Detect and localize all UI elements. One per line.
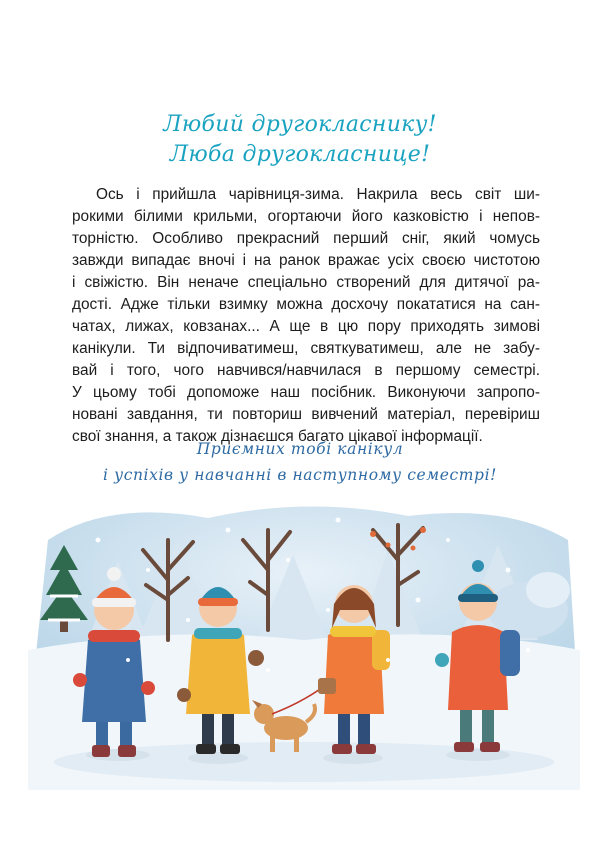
greeting-heading (0, 110, 600, 170)
paragraph-line: канікули. Ти відпочиватимеш, святкуватимеш, але не забу- (72, 340, 540, 357)
paragraph-line: чатах, лижах, ковзанах... А ще в цю пору приходять зимові (72, 318, 540, 335)
paragraph-line: свої знання, а також дізнаєшся багато цікавої інформації. (72, 428, 483, 445)
winter-illustration (28, 500, 580, 790)
paragraph-line: рокими білими крильми, огортаючи його казковістю і непов- (72, 208, 540, 225)
greeting-line-1: Любий другокласнику! (163, 112, 437, 137)
wish-line-1: Приємних тобі канікул (196, 440, 404, 458)
paragraph-line: новані завдання, ти повториш вивчений матеріал, перевіриш (72, 406, 540, 423)
paragraph-line: Ось і прийшла чарівниця-зима. Накрила весь світ ши- (96, 186, 540, 203)
paragraph-line: вай і того, чого навчився/навчилася в першому семестрі. (72, 362, 540, 379)
wish-text (0, 436, 600, 488)
paragraph-line: і свіжістю. Він неначе спеціально створений для дитячої ра- (72, 274, 540, 291)
paragraph-line: дості. Адже тільки взимку можна досхочу покататися на сан- (72, 296, 540, 313)
greeting-line-2: Люба другокласнице! (169, 142, 431, 167)
wish-line-2: і успіхів у навчанні в наступному семестрі! (103, 466, 497, 484)
paragraph-line: торністю. Особливо прекрасний перший сніг, який чомусь (72, 230, 540, 247)
paragraph-line: завжди випадає вночі і на ранок вражає усіх своєю чистотою (72, 252, 540, 269)
paragraph-line: У цьому тобі допоможе наш посібник. Виконуючи запропо- (72, 384, 540, 401)
intro-paragraph (72, 184, 540, 448)
